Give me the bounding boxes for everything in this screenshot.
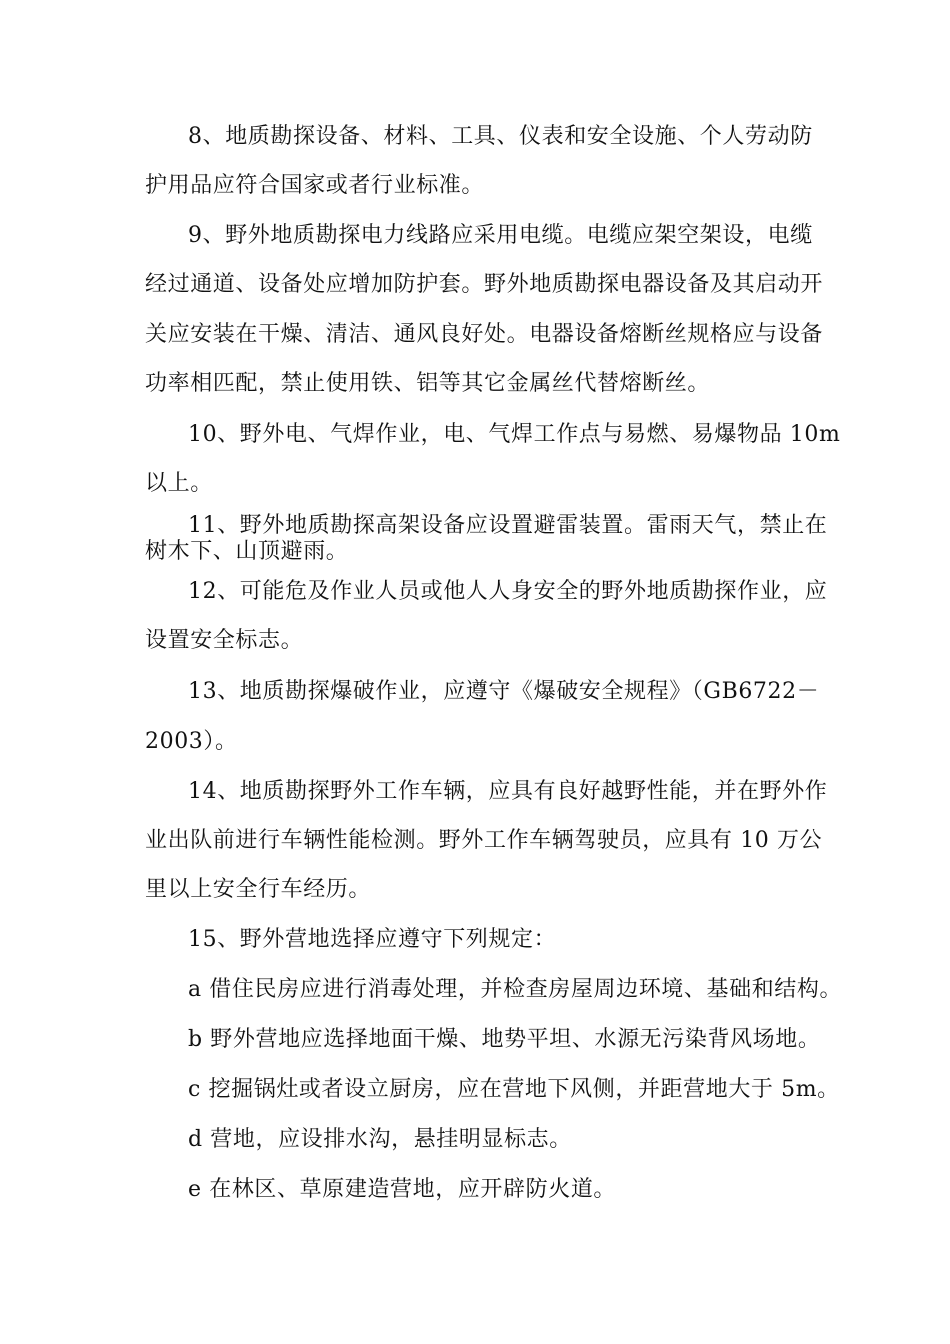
item-9-line-2: 经过通道、设备处应增加防护套。野外地质勘探电器设备及其启动开 [145,272,824,297]
item-10-line-2: 以上。 [145,471,213,496]
item-12-line-1: 12、可能危及作业人员或他人人身安全的野外地质勘探作业，应 [188,579,828,604]
item-13-line-1: 13、地质勘探爆破作业，应遵守《爆破安全规程》（GB6722－ [188,679,820,704]
item-8-line-1: 8、地质勘探设备、材料、工具、仪表和安全设施、个人劳动防 [188,124,813,149]
item-15-d: d 营地，应设排水沟，悬挂明显标志。 [188,1127,572,1152]
item-10-line-1: 10、野外电、气焊作业，电、气焊工作点与易燃、易爆物品 10m [188,422,841,447]
item-11-line-2: 树木下、山顶避雨。 [145,539,349,564]
item-9-line-4: 功率相匹配，禁止使用铁、铝等其它金属丝代替熔断丝。 [145,371,711,396]
item-11-line-1: 11、野外地质勘探高架设备应设置避雷装置。雷雨天气，禁止在 [188,513,828,538]
item-13-line-2: 2003）。 [145,729,238,754]
item-14-line-1: 14、地质勘探野外工作车辆，应具有良好越野性能，并在野外作 [188,779,828,804]
item-15-a: a 借住民房应进行消毒处理，并检查房屋周边环境、基础和结构。 [188,977,843,1002]
item-14-line-2: 业出队前进行车辆性能检测。野外工作车辆驾驶员，应具有 10 万公 [145,828,823,853]
item-15-c: c 挖掘锅灶或者设立厨房，应在营地下风侧，并距营地大于 5m。 [188,1077,840,1102]
item-8-line-2: 护用品应符合国家或者行业标准。 [145,173,485,198]
item-15-e: e 在林区、草原建造营地，应开辟防火道。 [188,1177,617,1202]
item-15-b: b 野外营地应选择地面干燥、地势平坦、水源无污染背风场地。 [188,1027,821,1052]
item-9-line-1: 9、野外地质勘探电力线路应采用电缆。电缆应架空架设，电缆 [188,223,813,248]
item-15-heading: 15、野外营地选择应遵守下列规定： [188,927,557,952]
item-14-line-3: 里以上安全行车经历。 [145,877,372,902]
item-9-line-3: 关应安装在干燥、清洁、通风良好处。电器设备熔断丝规格应与设备 [145,322,824,347]
item-12-line-2: 设置安全标志。 [145,628,304,653]
